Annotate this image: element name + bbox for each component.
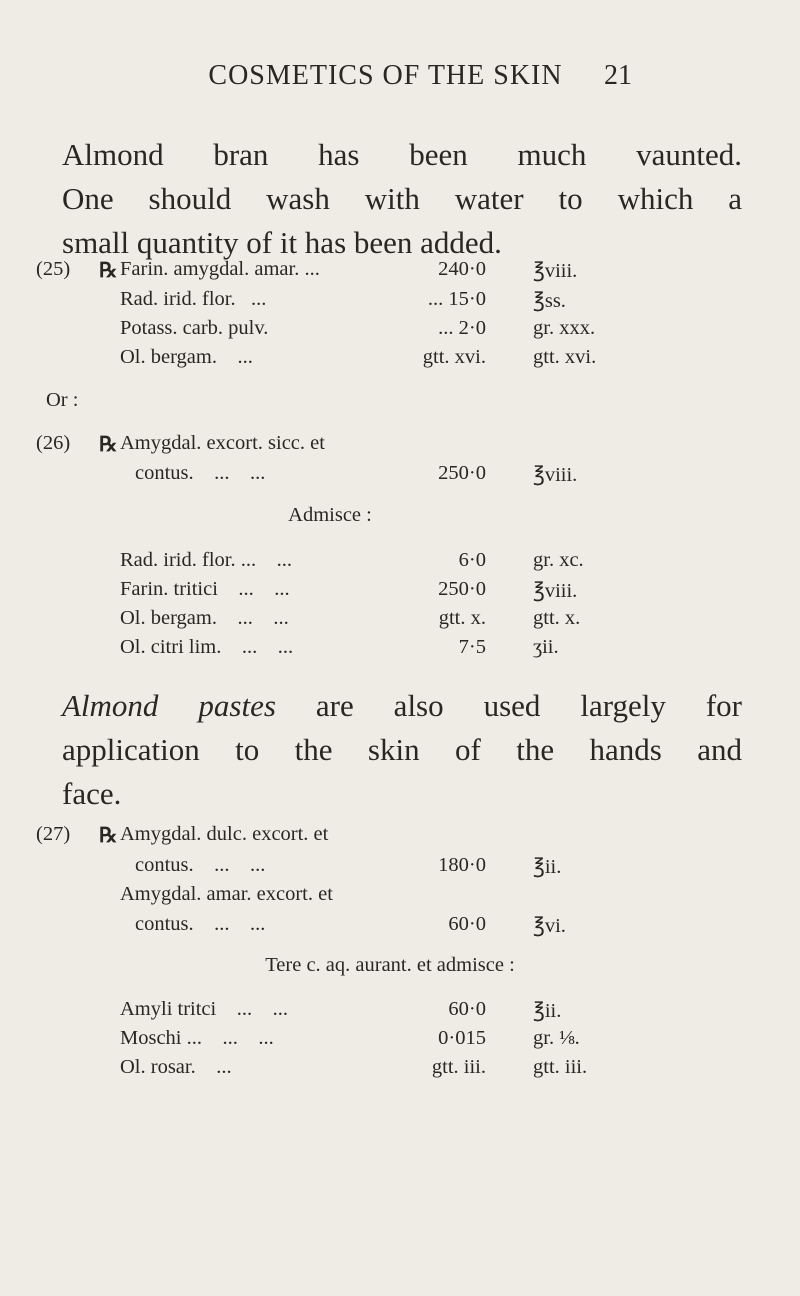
apothecary-quantity: ℥viii. — [533, 580, 578, 602]
recipe-number: (26) — [36, 432, 71, 454]
page-number: 21 — [604, 60, 632, 91]
metric-quantity: 240·0 — [438, 258, 486, 280]
metric-quantity: 0·015 — [438, 1027, 486, 1049]
recipe-27-row — [0, 998, 800, 1026]
metric-quantity: gtt. xvi. — [422, 346, 486, 368]
apothecary-quantity: ℥viii. — [533, 260, 578, 282]
metric-quantity: 250·0 — [438, 578, 486, 600]
apothecary-quantity: ℥ii. — [533, 1000, 562, 1022]
recipe-symbol: ℞ — [99, 260, 118, 282]
apothecary-quantity: gtt. xvi. — [533, 346, 597, 368]
apothecary-quantity: gtt. x. — [533, 607, 581, 629]
tere-note: Tere c. aq. aurant. et admisce : — [265, 954, 515, 976]
text-line: One should wash with water to which a — [62, 181, 742, 216]
metric-quantity: ... 2·0 — [438, 317, 486, 339]
recipe-27-row — [0, 883, 800, 911]
running-title: COSMETICS OF THE SKIN — [208, 60, 563, 91]
admisce-note: Admisce : — [288, 504, 372, 526]
recipe-number: (25) — [36, 258, 71, 280]
recipe-symbol: ℞ — [99, 434, 118, 456]
ingredient: Amygdal. excort. sicc. et — [120, 432, 325, 454]
apothecary-quantity: gtt. iii. — [533, 1056, 588, 1078]
ingredient: Potass. carb. pulv. — [120, 317, 269, 339]
apothecary-quantity: gr. xxx. — [533, 317, 596, 339]
ingredient: Ol. bergam. ... — [120, 346, 253, 368]
ingredient: Ol. citri lim. ... ... — [120, 636, 294, 658]
text-line: Almond pastes are also used largely for — [62, 688, 742, 723]
or-label: Or : — [46, 389, 79, 411]
metric-quantity: 60·0 — [448, 913, 486, 935]
ingredient: Moschi ... ... ... — [120, 1027, 274, 1049]
ingredient: Rad. irid. flor. ... — [120, 288, 267, 310]
ingredient: Amygdal. amar. excort. et — [120, 883, 333, 905]
ingredient: Amygdal. dulc. excort. et — [120, 823, 329, 845]
text-line: small quantity of it has been added. — [62, 225, 502, 260]
recipe-27-row — [0, 913, 800, 941]
ingredient: contus. ... ... — [135, 462, 266, 484]
recipe-27-row — [0, 1027, 800, 1055]
metric-quantity: gtt. x. — [438, 607, 486, 629]
ingredient: Farin. amygdal. amar. ... — [120, 258, 320, 280]
apothecary-quantity: ℥vi. — [533, 915, 566, 937]
ingredient: contus. ... ... — [135, 854, 266, 876]
text-line: Almond bran has been much vaunted. — [62, 137, 742, 172]
metric-quantity: 6·0 — [458, 549, 486, 571]
ingredient: contus. ... ... — [135, 913, 266, 935]
text-line: application to the skin of the hands and — [62, 732, 742, 767]
apothecary-quantity: ℥ss. — [533, 290, 566, 312]
apothecary-quantity: ʒii. — [533, 636, 559, 658]
ingredient: Ol. bergam. ... ... — [120, 607, 289, 629]
apothecary-quantity: ℥viii. — [533, 464, 578, 486]
apothecary-quantity: ℥ii. — [533, 856, 562, 878]
metric-quantity: ... 15·0 — [427, 288, 486, 310]
ingredient: Amyli tritci ... ... — [120, 998, 288, 1020]
text-line: face. — [62, 776, 122, 811]
ingredient: Rad. irid. flor. ... ... — [120, 549, 292, 571]
metric-quantity: 250·0 — [438, 462, 486, 484]
recipe-27-row — [0, 823, 800, 851]
recipe-number: (27) — [36, 823, 71, 845]
apothecary-quantity: gr. xc. — [533, 549, 584, 571]
recipe-27-row — [0, 854, 800, 882]
metric-quantity: 7·5 — [458, 636, 486, 658]
apothecary-quantity: gr. ⅛. — [533, 1027, 580, 1049]
ingredient: Ol. rosar. ... — [120, 1056, 232, 1078]
metric-quantity: 60·0 — [448, 998, 486, 1020]
recipe-27-row — [0, 954, 800, 982]
ingredient: Farin. tritici ... ... — [120, 578, 290, 600]
metric-quantity: 180·0 — [438, 854, 486, 876]
recipe-27-row — [0, 1056, 800, 1084]
recipe-symbol: ℞ — [99, 825, 118, 847]
metric-quantity: gtt. iii. — [431, 1056, 486, 1078]
